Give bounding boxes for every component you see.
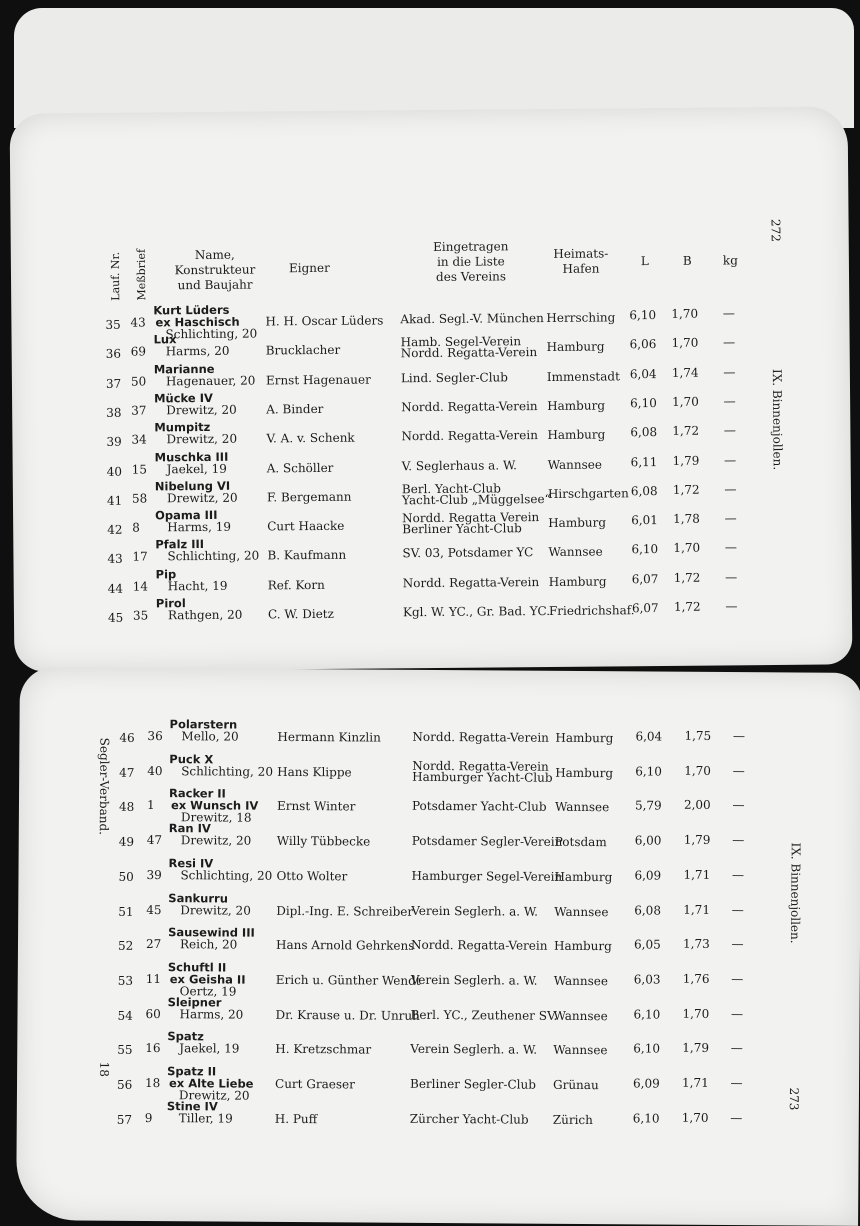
kg-dash xyxy=(724,431,735,432)
designer-year: Reich, 20 xyxy=(179,937,238,952)
club: Nordd. Regatta-Verein xyxy=(401,398,538,415)
messbrief-nr: 39 xyxy=(146,867,162,882)
length-l: 5,79 xyxy=(634,798,662,813)
lauf-nr: 54 xyxy=(117,1008,133,1023)
messbrief-nr: 34 xyxy=(131,432,147,447)
lauf-nr: 56 xyxy=(116,1077,133,1092)
boat-name: Pirol xyxy=(155,596,186,611)
club: Berliner Yacht-Club xyxy=(402,521,522,537)
section-label: IX. Binnenjollen. xyxy=(788,842,803,944)
home-port: Hamburg xyxy=(547,398,606,413)
boat-name-block xyxy=(154,421,237,446)
designer-year: Harms, 20 xyxy=(179,1006,244,1022)
designer-year: Drewitz, 20 xyxy=(166,431,238,447)
boat-name-block xyxy=(155,479,238,504)
messbrief-nr: 60 xyxy=(145,1006,161,1021)
home-port: Hamburg xyxy=(548,515,607,531)
beam-b: 1,79 xyxy=(672,453,700,468)
length-l: 6,05 xyxy=(633,937,661,952)
kg-dash xyxy=(725,460,736,461)
kg-dash xyxy=(723,313,734,314)
messbrief-nr: 18 xyxy=(144,1075,161,1091)
length-l: 6,11 xyxy=(630,454,658,469)
messbrief-nr: 9 xyxy=(144,1110,153,1125)
club: Zürcher Yacht-Club xyxy=(409,1111,529,1127)
designer-year: Schlichting, 20 xyxy=(181,763,274,779)
club: Berliner Segler-Club xyxy=(409,1076,536,1092)
page-272 xyxy=(10,106,853,671)
length-l: 6,08 xyxy=(634,902,662,918)
beam-b: 1,72 xyxy=(672,482,700,497)
designer-year: Rathgen, 20 xyxy=(167,607,243,623)
lauf-nr: 44 xyxy=(107,581,124,596)
page-273 xyxy=(16,667,860,1226)
beam-b: 1,70 xyxy=(684,763,712,778)
owner: H. Kretzschmar xyxy=(275,1042,372,1057)
boat-name: Pip xyxy=(155,566,177,582)
beam-b: 1,72 xyxy=(672,423,700,439)
messbrief-nr: 36 xyxy=(147,728,163,744)
owner: Ref. Korn xyxy=(267,577,325,593)
header-verein-line: in die Liste xyxy=(436,254,505,269)
boat-name: Spatz II xyxy=(167,1064,217,1079)
header-b: B xyxy=(682,253,692,268)
home-port: Hamburg xyxy=(553,938,612,954)
designer-year: Drewitz, 20 xyxy=(180,833,252,848)
lauf-nr: 55 xyxy=(117,1043,133,1058)
club: Nordd. Regatta-Verein xyxy=(401,428,538,444)
kg-dash xyxy=(724,372,735,373)
kg-dash xyxy=(726,577,737,578)
owner: Otto Wolter xyxy=(276,868,348,884)
club: Akad. Segl.-V. München xyxy=(400,311,544,327)
boat-name: Racker II xyxy=(169,786,226,801)
beam-b: 1,71 xyxy=(682,1075,709,1090)
header-verein-line: Eingetragen xyxy=(433,239,509,254)
owner: F. Bergemann xyxy=(266,489,352,505)
designer-year: Drewitz, 18 xyxy=(180,810,252,826)
lauf-nr: 46 xyxy=(119,730,135,745)
owner: Hans Arnold Gehrkens xyxy=(275,938,415,954)
boat-name: Pfalz III xyxy=(155,537,205,552)
boat-name-block xyxy=(156,567,228,592)
club: V. Seglerhaus a. W. xyxy=(401,457,518,473)
owner: Curt Haacke xyxy=(267,518,345,534)
designer-year: Jaekel, 19 xyxy=(166,461,227,476)
kg-dash xyxy=(733,736,744,737)
length-l: 6,10 xyxy=(630,395,657,411)
header-hafen-line: Heimats- xyxy=(553,246,609,261)
kg-dash xyxy=(726,606,737,607)
messbrief-nr: 58 xyxy=(131,491,148,506)
length-l: 6,10 xyxy=(633,1006,661,1022)
boat-name-block xyxy=(154,362,256,387)
boat-name-block xyxy=(156,597,243,622)
home-port: Immenstadt xyxy=(546,368,620,384)
kg-dash xyxy=(732,1014,743,1015)
boat-name-block xyxy=(167,1065,254,1102)
designer-year: Hacht, 19 xyxy=(167,578,228,593)
beam-b: 1,70 xyxy=(673,541,701,556)
owner: Curt Graeser xyxy=(274,1076,355,1092)
club: Nordd. Regatta-Verein xyxy=(412,729,549,745)
length-l: 6,10 xyxy=(633,1041,661,1056)
boat-name-block xyxy=(168,926,255,951)
home-port: Hamburg xyxy=(554,869,613,885)
lauf-nr: 53 xyxy=(117,973,134,988)
club: Potsdamer Segler-Verein xyxy=(411,833,563,849)
boat-name-block xyxy=(155,538,259,563)
messbrief-nr: 1 xyxy=(146,798,155,813)
header-hafen-line: Hafen xyxy=(562,261,600,276)
designer-year: Drewitz, 20 xyxy=(180,902,251,918)
header-name xyxy=(161,247,269,293)
designer-year: Jaekel, 19 xyxy=(179,1041,240,1056)
beam-b: 1,78 xyxy=(673,511,700,526)
home-port: Wannsee xyxy=(547,457,602,472)
boat-name: ex Alte Liebe xyxy=(168,1076,254,1091)
designer-year: Schlichting, 20 xyxy=(167,548,260,564)
header-messbrief: Meßbrief xyxy=(134,248,149,301)
boat-name: Resi IV xyxy=(168,855,214,871)
boat-name: Polarstern xyxy=(169,717,238,732)
home-port: Hamburg xyxy=(546,339,605,355)
kg-dash xyxy=(732,979,743,980)
length-l: 6,10 xyxy=(635,764,662,779)
messbrief-nr: 50 xyxy=(130,374,147,389)
boat-name: Sausewind III xyxy=(168,925,255,940)
messbrief-nr: 14 xyxy=(132,579,149,594)
boat-name-block xyxy=(169,718,238,742)
length-l: 6,10 xyxy=(632,1111,660,1126)
messbrief-nr: 16 xyxy=(145,1041,161,1056)
messbrief-nr: 27 xyxy=(145,937,162,952)
owner: Hermann Kinzlin xyxy=(277,729,381,745)
club: SV. 03, Potsdamer YC xyxy=(402,545,534,561)
boat-name: ex Wunsch IV xyxy=(170,798,259,814)
boat-name: Nibelung VI xyxy=(154,478,231,494)
home-port: Wannsee xyxy=(548,544,603,560)
header-verein xyxy=(411,239,531,285)
kg-dash xyxy=(731,1118,742,1119)
designer-year: Drewitz, 20 xyxy=(178,1088,250,1103)
boat-name: ex Haschisch xyxy=(155,314,240,330)
header-kg: kg xyxy=(722,253,738,268)
beam-b: 1,79 xyxy=(683,832,711,847)
club: Nordd. Regatta-Verein xyxy=(400,345,538,361)
club: Verein Seglerh. a. W. xyxy=(411,903,539,919)
kg-dash xyxy=(732,910,743,911)
boat-name: Mumpitz xyxy=(154,420,211,435)
club: Hamb. Segel-Verein xyxy=(400,334,522,350)
page-number-273: 273 xyxy=(786,1087,802,1111)
club: Lind. Segler-Club xyxy=(400,369,508,385)
club: Nordd. Regatta-Verein xyxy=(412,758,549,774)
club: Verein Seglerh. a. W. xyxy=(410,972,538,988)
owner: A. Binder xyxy=(266,401,324,417)
designer-year: Tiller, 19 xyxy=(178,1110,233,1126)
beam-b: 1,72 xyxy=(673,570,701,585)
lauf-nr: 52 xyxy=(117,938,134,954)
header-name-line: Name, xyxy=(194,247,235,263)
boat-name-block xyxy=(168,857,272,882)
home-port: Hamburg xyxy=(555,730,614,746)
home-port: Zürich xyxy=(552,1112,593,1127)
boat-name: Muschka III xyxy=(154,449,229,464)
lauf-nr: 35 xyxy=(105,317,121,332)
boat-name: ex Geisha II xyxy=(169,972,246,987)
kg-dash xyxy=(724,401,735,402)
beam-b: 1,70 xyxy=(671,335,699,351)
owner: Dipl.-Ing. E. Schreiber xyxy=(276,903,414,919)
beam-b: 1,70 xyxy=(672,394,699,409)
length-l: 6,06 xyxy=(629,337,657,352)
kg-dash xyxy=(725,518,736,519)
boat-name: Marianne xyxy=(153,361,215,377)
lauf-nr: 49 xyxy=(118,834,135,849)
home-port: Hirschgarten xyxy=(547,486,629,501)
club: Verein Seglerh. a. W. xyxy=(410,1042,538,1057)
owner: Brucklacher xyxy=(265,343,341,358)
lauf-nr: 48 xyxy=(118,800,135,815)
beam-b: 1,76 xyxy=(682,971,710,986)
lauf-nr: 39 xyxy=(106,434,122,450)
designer-year: Drewitz, 20 xyxy=(166,402,237,418)
boat-name-block xyxy=(169,822,252,847)
designer-year: Harms, 20 xyxy=(165,344,230,359)
beam-b: 1,75 xyxy=(684,728,712,743)
lauf-nr: 36 xyxy=(105,347,122,362)
designer-year: Harms, 19 xyxy=(167,519,232,535)
owner: A. Schöller xyxy=(266,460,334,475)
messbrief-nr: 37 xyxy=(131,403,147,418)
kg-dash xyxy=(733,840,744,841)
beam-b: 1,74 xyxy=(671,365,699,380)
beam-b: 2,00 xyxy=(683,798,711,813)
home-port: Wannsee xyxy=(553,1043,608,1058)
owner: Erich u. Günther Wendt xyxy=(275,972,421,988)
owner: Ernst Winter xyxy=(276,799,356,814)
kg-dash xyxy=(731,1048,742,1049)
kg-dash xyxy=(732,944,743,945)
boat-name-block xyxy=(167,996,243,1021)
length-l: 6,04 xyxy=(635,729,663,744)
header-l: L xyxy=(640,254,649,269)
messbrief-nr: 45 xyxy=(146,902,162,917)
kg-dash xyxy=(725,548,736,549)
club: Hamburger Segel-Verein xyxy=(411,868,563,884)
length-l: 6,09 xyxy=(633,1076,660,1091)
designer-year: Drewitz, 20 xyxy=(166,490,238,506)
club: Nordd. Regatta Verein xyxy=(402,510,540,526)
kg-dash xyxy=(731,1083,742,1084)
boat-name: Spatz xyxy=(167,1029,204,1044)
boat-name-block xyxy=(168,961,246,998)
boat-name: Kurt Lüders xyxy=(153,302,230,318)
lauf-nr: 50 xyxy=(118,869,134,884)
lauf-nr: 57 xyxy=(116,1112,133,1127)
messbrief-nr: 40 xyxy=(147,763,163,778)
length-l: 6,10 xyxy=(631,542,659,557)
club: Nordd. Regatta-Verein xyxy=(402,574,540,590)
kg-dash xyxy=(725,489,736,490)
header-hafen xyxy=(546,246,616,277)
lauf-nr: 51 xyxy=(118,904,134,919)
beam-b: 1,71 xyxy=(683,902,711,917)
messbrief-nr: 35 xyxy=(132,608,149,623)
length-l: 6,01 xyxy=(631,513,658,528)
kg-dash xyxy=(733,875,744,876)
messbrief-nr: 8 xyxy=(132,520,140,535)
length-l: 6,09 xyxy=(634,868,662,883)
boat-name: Ran IV xyxy=(168,821,211,836)
beam-b: 1,70 xyxy=(671,306,699,321)
club: Potsdamer Yacht-Club xyxy=(411,799,547,815)
lauf-nr: 47 xyxy=(119,765,135,780)
length-l: 6,10 xyxy=(629,308,657,323)
header-lauf-nr: Lauf. Nr. xyxy=(108,251,123,301)
owner: Hans Klippe xyxy=(277,764,352,780)
owner: Ernst Hagenauer xyxy=(265,372,371,388)
boat-name-block xyxy=(167,1030,239,1055)
home-port: Wannsee xyxy=(554,800,610,815)
owner: B. Kaufmann xyxy=(267,548,347,563)
length-l: 6,08 xyxy=(630,425,658,440)
owner: C. W. Dietz xyxy=(267,606,334,622)
beam-b: 1,70 xyxy=(681,1110,709,1125)
messbrief-nr: 11 xyxy=(145,971,162,986)
kg-dash xyxy=(733,805,744,806)
designer-year: Mello, 20 xyxy=(181,729,239,744)
beam-b: 1,70 xyxy=(682,1006,710,1021)
owner: Willy Tübbecke xyxy=(276,833,371,849)
lauf-nr: 42 xyxy=(107,522,123,537)
home-port: Hamburg xyxy=(547,427,606,443)
boat-name: Stine IV xyxy=(166,1098,218,1114)
boat-name-block xyxy=(154,392,237,417)
home-port: Wannsee xyxy=(554,904,609,919)
beam-b: 1,73 xyxy=(682,936,710,952)
club: Berl. YC., Zeuthener SV. xyxy=(410,1007,558,1023)
designer-year: Oertz, 19 xyxy=(179,984,237,999)
club: Hamburger Yacht-Club xyxy=(412,769,553,785)
table-row xyxy=(20,667,860,746)
owner: V. A. v. Schenk xyxy=(266,430,355,446)
lauf-nr: 41 xyxy=(106,493,123,508)
designer-year: Hagenauer, 20 xyxy=(165,373,256,388)
boat-name: Opama III xyxy=(155,507,218,523)
boat-name: Sankurru xyxy=(168,890,228,906)
kg-dash xyxy=(733,771,744,772)
boat-name: Lux xyxy=(153,332,177,347)
lauf-nr: 38 xyxy=(106,405,122,420)
messbrief-nr: 43 xyxy=(130,315,146,330)
home-port: Wannsee xyxy=(553,973,609,989)
beam-b: 1,71 xyxy=(683,867,711,882)
signature-mark: 18 xyxy=(97,1061,112,1077)
home-port: Hamburg xyxy=(548,574,607,589)
home-port: Herrsching xyxy=(546,310,616,325)
header-eigner: Eigner xyxy=(288,260,330,276)
home-port: Friedrichshaf. xyxy=(548,603,635,618)
lauf-nr: 45 xyxy=(107,610,124,625)
boat-name: Puck X xyxy=(169,751,214,767)
home-port: Wannsee xyxy=(553,1008,608,1023)
length-l: 6,07 xyxy=(631,571,659,586)
header-name-line: Konstrukteur xyxy=(174,262,256,278)
designer-year: Schlichting, 20 xyxy=(165,326,258,342)
header-verein-line: des Vereins xyxy=(435,269,507,284)
lauf-nr: 37 xyxy=(105,376,122,391)
messbrief-nr: 15 xyxy=(131,461,148,477)
kg-dash xyxy=(724,343,735,344)
lauf-nr: 40 xyxy=(106,464,123,479)
boat-name-block xyxy=(155,509,231,534)
boat-name-block xyxy=(154,333,230,358)
boat-name: Mücke IV xyxy=(154,390,213,406)
length-l: 6,07 xyxy=(631,601,659,616)
beam-b: 1,79 xyxy=(682,1040,710,1056)
messbrief-nr: 47 xyxy=(146,833,163,848)
boat-name-block xyxy=(169,753,273,778)
home-port: Grünau xyxy=(552,1077,599,1093)
home-port: Potsdam xyxy=(554,834,607,850)
messbrief-nr: 17 xyxy=(132,549,148,565)
length-l: 6,00 xyxy=(634,833,662,848)
owner: Dr. Krause u. Dr. Unruh xyxy=(275,1007,420,1023)
boat-name-block xyxy=(167,1100,233,1124)
club: Kgl. W. YC., Gr. Bad. YC. xyxy=(402,603,551,620)
boat-name: Schuftl II xyxy=(167,959,227,975)
length-l: 6,03 xyxy=(633,972,661,987)
messbrief-nr: 69 xyxy=(130,344,147,359)
page-number-272: 272 xyxy=(768,218,783,242)
section-label: IX. Binnenjollen. xyxy=(769,368,785,471)
club: Berl. Yacht-Club xyxy=(401,481,501,497)
beam-b: 1,72 xyxy=(673,599,701,614)
boat-name: Sleipner xyxy=(167,994,222,1010)
club: Yacht-Club „Müggelsee“ xyxy=(401,491,551,508)
boat-name-block xyxy=(168,892,251,917)
length-l: 6,04 xyxy=(629,366,657,381)
owner: H. Puff xyxy=(274,1111,318,1126)
club: Nordd. Regatta-Verein xyxy=(410,937,548,953)
boat-name-block xyxy=(169,788,259,825)
header-name-line: und Baujahr xyxy=(177,277,253,293)
margin-label: Segler-Verband. xyxy=(96,737,112,836)
lauf-nr: 43 xyxy=(107,552,123,567)
owner: H. H. Oscar Lüders xyxy=(265,313,384,329)
boat-name-block xyxy=(155,450,229,475)
length-l: 6,08 xyxy=(630,483,658,499)
home-port: Hamburg xyxy=(555,765,614,780)
designer-year: Schlichting, 20 xyxy=(180,867,273,883)
